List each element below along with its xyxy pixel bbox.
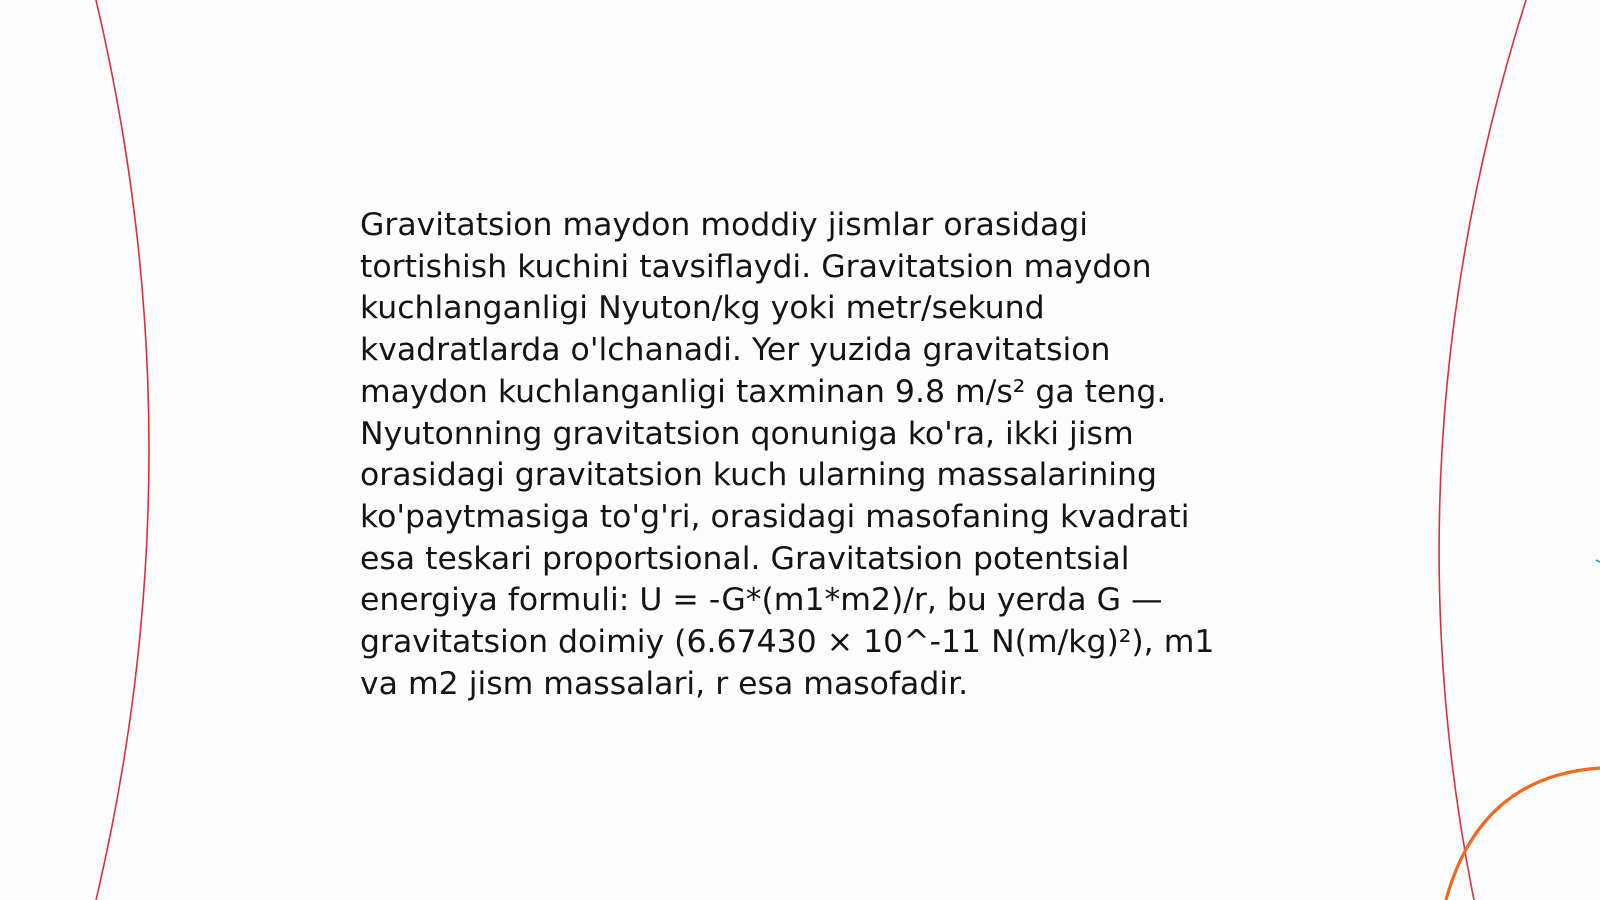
orange-arc: [1446, 768, 1600, 900]
right-curve-line: [1439, 0, 1526, 900]
teal-mark: [1596, 560, 1600, 562]
body-paragraph: Gravitatsion maydon moddiy jismlar orasidagi tortishish kuchini tavsiflaydi. Gravitatsion maydon kuchlanganligi Nyuton/kg yoki metr/sekund kvadratlarda o'lchanadi. Yer yuzida gravitatsion maydon kuchlanganligi taxminan 9.8 m/s² ga teng. Nyutonning gravitatsion qonuniga ko'ra, ikki jism orasidagi gravitatsion kuch ularning massalarining ko'paytmasiga to'g'ri, orasidagi masofaning kvadrati esa teskari proportsional. Gravitatsion potentsial energiya formuli: U = -G*(m1*m2)/r, bu yerda G — gravitatsion doimiy (6.67430 × 10^-11 N(m/kg)²), m1 va m2 jism massalari, r esa masofadir.: [360, 207, 1215, 702]
left-curve-line: [96, 0, 149, 900]
